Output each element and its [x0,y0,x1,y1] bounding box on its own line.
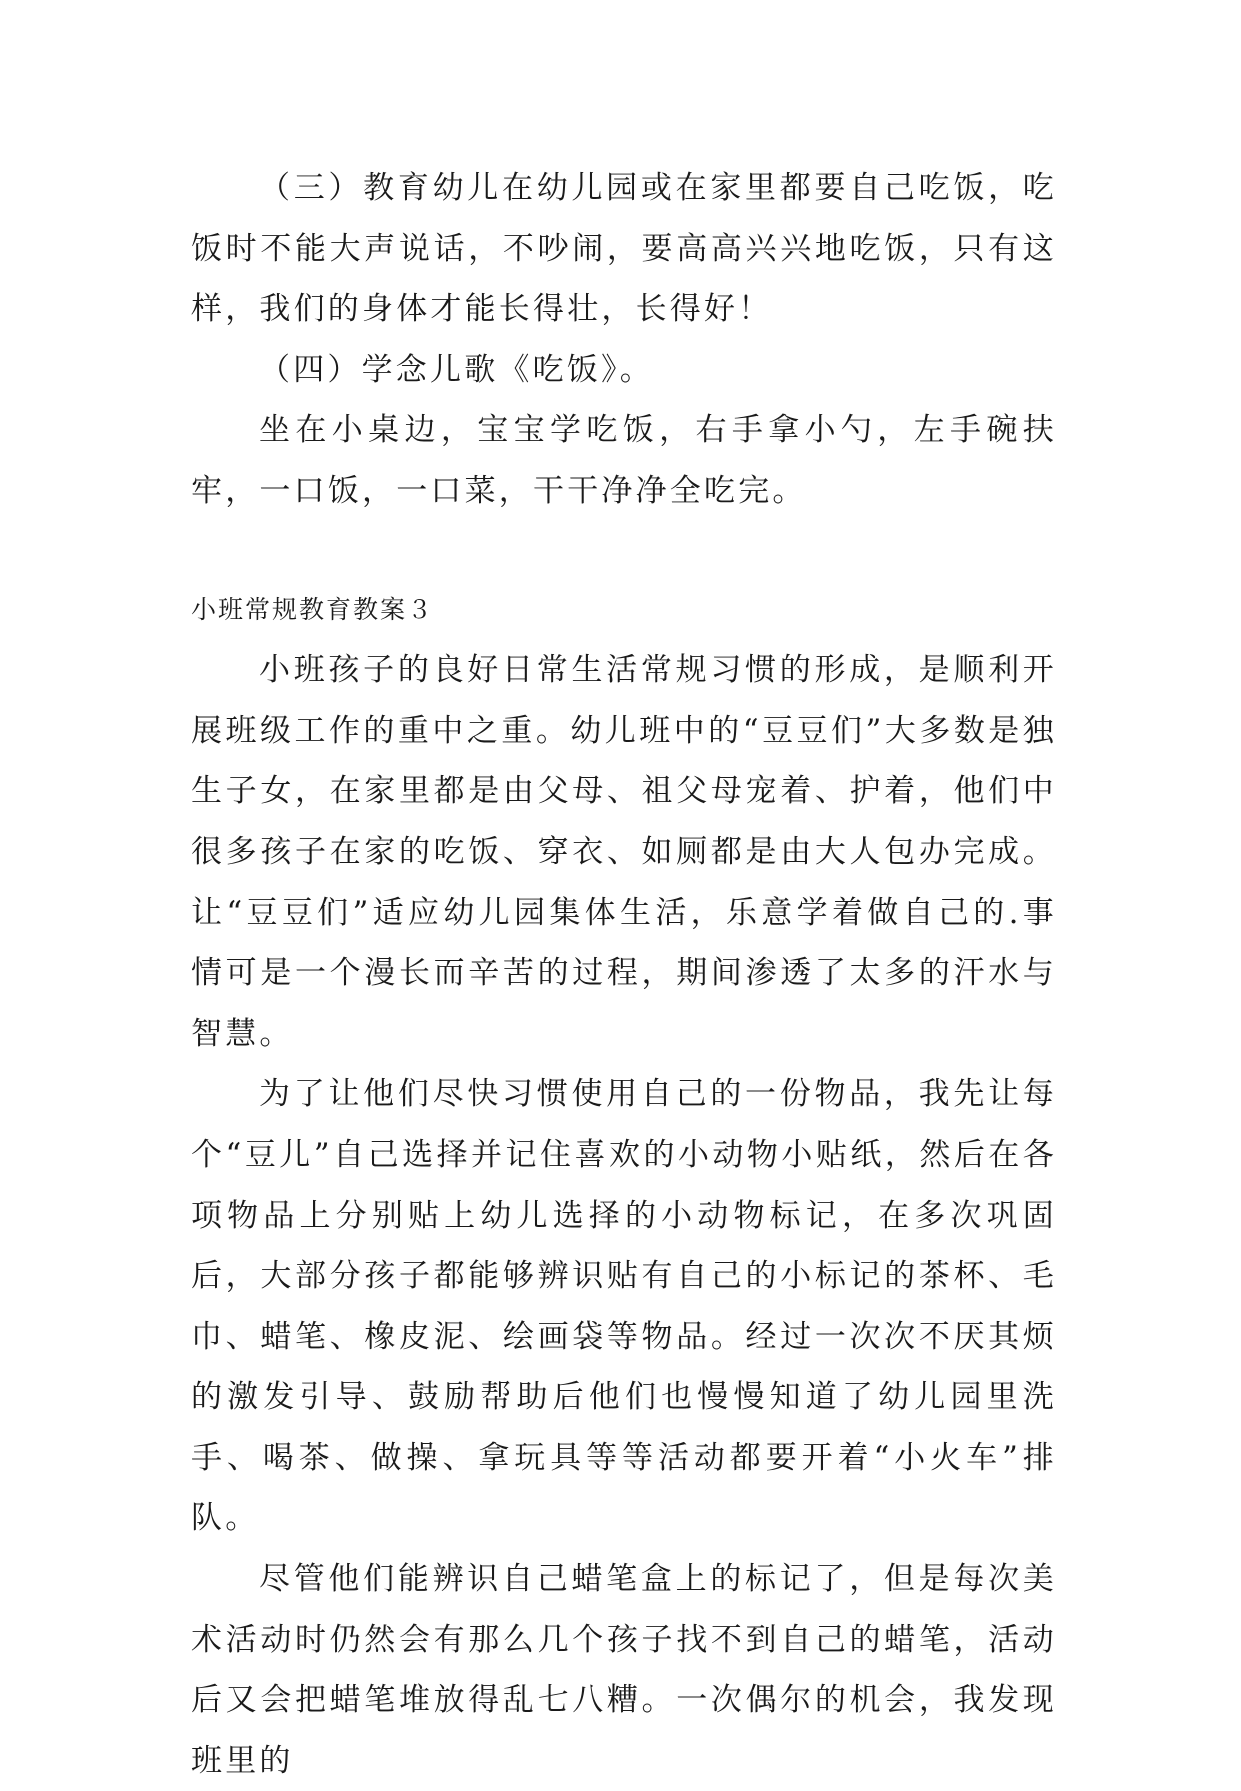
section-heading: 小班常规教育教案３ [191,594,435,624]
paragraph-nursery-rhyme: 坐在小桌边，宝宝学吃饭，右手拿小勺，左手碗扶牢，一口饭，一口菜，干干净净全吃完。 [191,412,1057,509]
paragraph-crayons: 尽管他们能辨识自己蜡笔盒上的标记了，但是每次美术活动时仍然会有那么几个孩子找不到自己的蜡笔，活动后又会把蜡笔堆放得乱七八糟。一次偶尔的机会，我发现班里的 [191,1561,1057,1779]
paragraph-intro: 小班孩子的良好日常生活常规习惯的形成，是顺利开展班级工作的重中之重。幼儿班中的“豆豆们”大多数是独生子女，在家里都是由父母、祖父母宠着、护着，他们中很多孩子在家的吃饭、穿衣、如厕都是由大人包办完成。让“豆豆们”适应幼儿园集体生活，乐意学着做自己的.事情可是一个漫长而辛苦的过程，期间渗透了太多的汗水与智慧。 [191,652,1057,1052]
document-body [191,158,1057,1791]
paragraph-eating-education: （三）教育幼儿在幼儿园或在家里都要自己吃饭，吃饭时不能大声说话，不吵闹，要高高兴兴地吃饭，只有这样，我们的身体才能长得壮，长得好！ [191,170,1057,328]
paragraph-stickers: 为了让他们尽快习惯使用自己的一份物品，我先让每个“豆儿”自己选择并记住喜欢的小动物小贴纸，然后在各项物品上分别贴上幼儿选择的小动物标记，在多次巩固后，大部分孩子都能够辨识贴有自己的小标记的茶杯、毛巾、蜡笔、橡皮泥、绘画袋等物品。经过一次次不厌其烦的激发引导、鼓励帮助后他们也慢慢知道了幼儿园里洗手、喝茶、做操、拿玩具等等活动都要开着“小火车”排队。 [191,1076,1057,1537]
paragraph-nursery-rhyme-title: （四）学念儿歌《吃饭》。 [259,351,654,388]
